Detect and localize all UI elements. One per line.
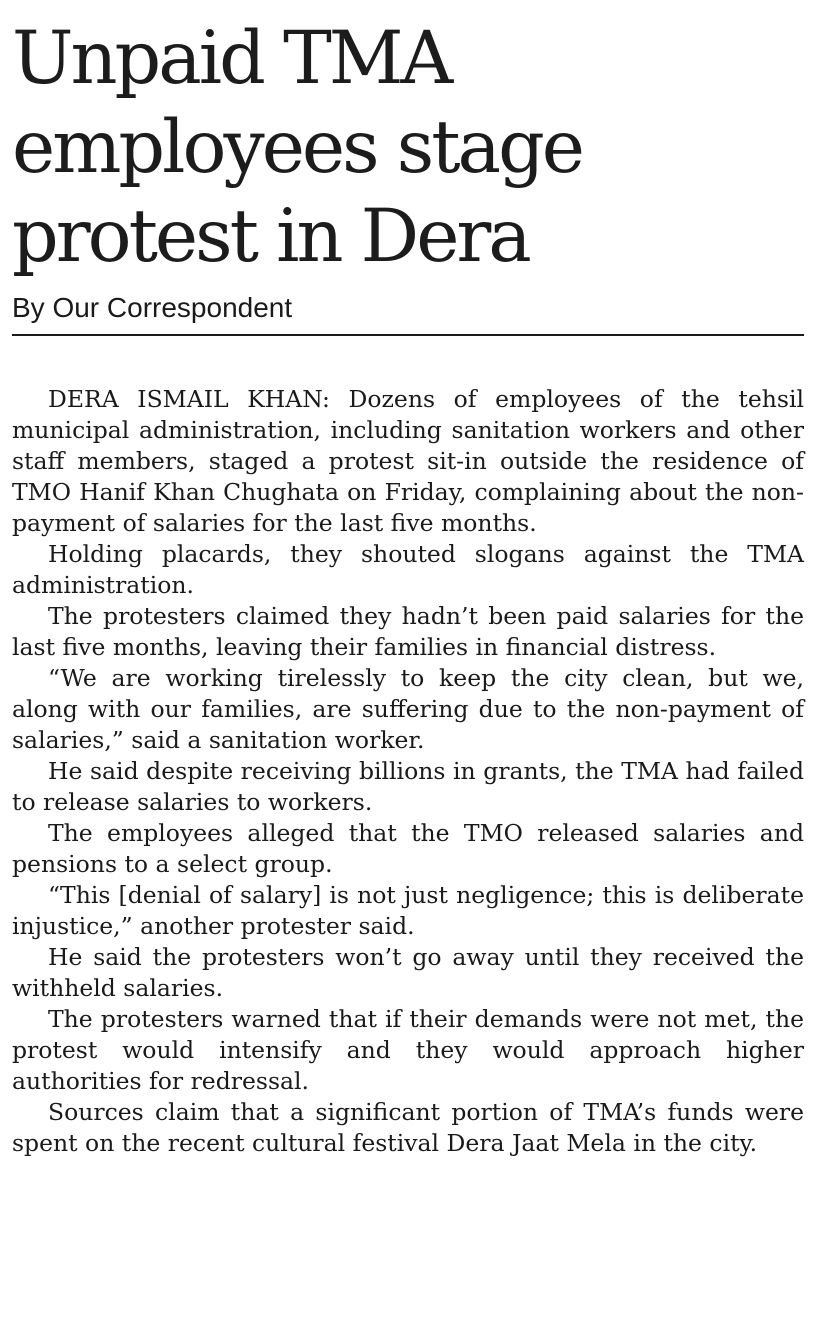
article-headline: Unpaid TMA employees stage protest in Dera [12, 16, 583, 279]
article-paragraph: Holding placards, they shouted slogans against the TMA administration. [12, 540, 804, 599]
article-paragraph: “We are working tirelessly to keep the city clean, but we, along with our families, are suffering due to the non-payment of salaries,” said a sanitation worker. [12, 664, 804, 754]
article-byline: By Our Correspondent [12, 291, 804, 336]
article-paragraph: He said despite receiving billions in grants, the TMA had failed to release salaries to workers. [12, 757, 804, 816]
article-paragraph: The protesters warned that if their demands were not met, the protest would intensify and they would approach higher authorities for redressal. [12, 1005, 804, 1095]
news-article [12, 14, 804, 1159]
article-body [12, 384, 804, 1159]
article-paragraph: The employees alleged that the TMO released salaries and pensions to a select group. [12, 819, 804, 878]
article-paragraph: The protesters claimed they hadn’t been paid salaries for the last five months, leaving their families in financial distress. [12, 602, 804, 661]
article-paragraph: “This [denial of salary] is not just negligence; this is deliberate injustice,” another protester said. [12, 881, 804, 940]
article-paragraph: DERA ISMAIL KHAN: Dozens of employees of the tehsil municipal administration, including sanitation workers and other staff members, staged a protest sit-in outside the residence of TMO Hanif Khan Chughata on Friday, complaining about the non-payment of salaries for the last five months. [12, 385, 804, 537]
article-paragraph: He said the protesters won’t go away until they received the withheld salaries. [12, 943, 804, 1002]
article-paragraph: Sources claim that a significant portion of TMA’s funds were spent on the recent cultural festival Dera Jaat Mela in the city. [12, 1098, 804, 1157]
